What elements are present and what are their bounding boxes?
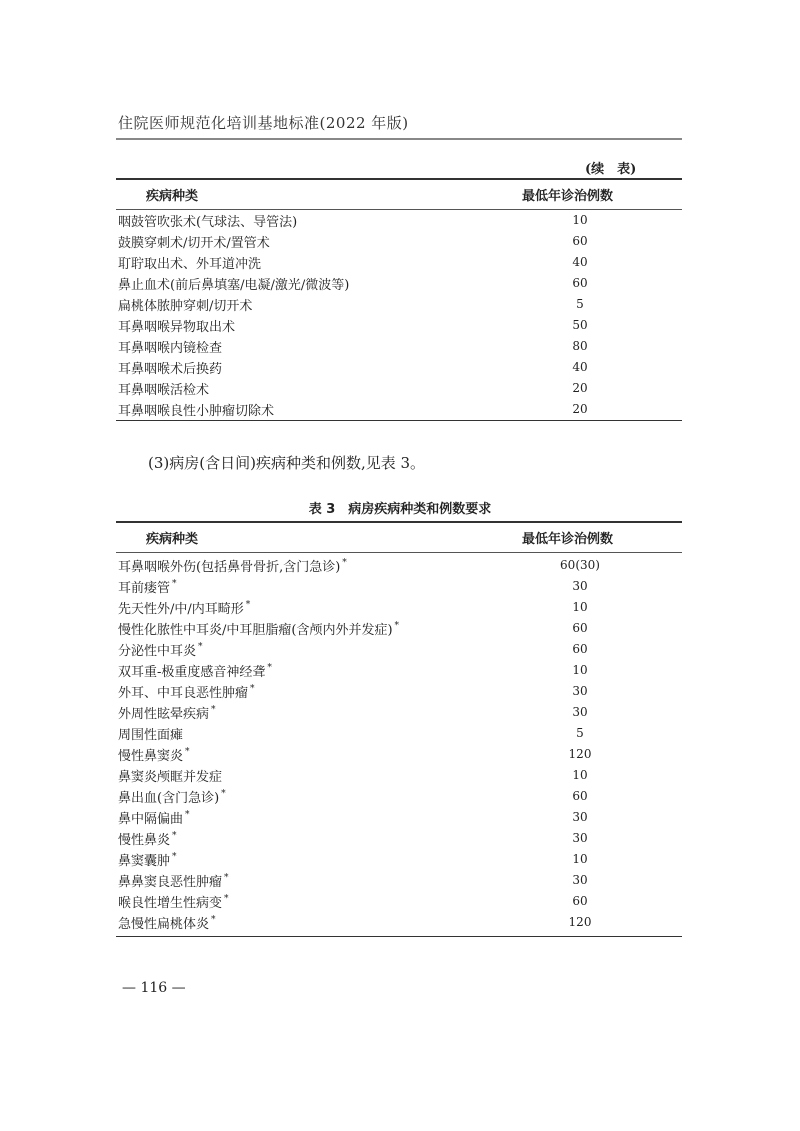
- asterisk-mark: *: [185, 810, 190, 821]
- count-cell: 10: [572, 663, 588, 677]
- count-cell: 60: [572, 642, 588, 656]
- disease-name: 耳鼻咽喉活检术: [118, 382, 210, 398]
- count-cell: 120: [568, 915, 592, 929]
- col-header-disease: 疾病种类: [146, 531, 199, 547]
- table-row: [116, 723, 682, 744]
- table-row: [116, 849, 682, 870]
- disease-cell: [116, 724, 520, 743]
- count-cell: 60: [572, 621, 588, 635]
- table-row: [116, 336, 682, 357]
- disease-cell: [116, 745, 520, 764]
- table-row: [116, 702, 682, 723]
- table-row: [116, 639, 682, 660]
- count-cell: 60(30): [560, 558, 600, 572]
- count-cell: 5: [576, 726, 584, 740]
- disease-name: 先天性外/中/内耳畸形: [118, 601, 244, 617]
- count-cell: 10: [572, 213, 588, 227]
- table-row: [116, 555, 682, 576]
- disease-name: 外耳、中耳良恶性肿瘤: [118, 685, 249, 701]
- disease-name: 耳鼻咽喉内镜检查: [118, 340, 223, 356]
- disease-cell: [116, 253, 520, 272]
- disease-cell: [116, 640, 520, 659]
- count-cell: 40: [572, 255, 588, 269]
- disease-name: 耳前瘘管: [118, 580, 171, 596]
- disease-cell: [116, 892, 520, 911]
- disease-cell: [116, 295, 520, 314]
- running-header: 住院医师规范化培训基地标准(2022 年版): [118, 114, 409, 132]
- count-cell: 40: [572, 360, 588, 374]
- disease-cell: [116, 400, 520, 419]
- table-row: [116, 891, 682, 912]
- count-cell: 30: [572, 705, 588, 719]
- table-row: [116, 912, 682, 933]
- disease-cell: [116, 337, 520, 356]
- count-cell: 120: [568, 747, 592, 761]
- body-paragraph: (3)病房(含日间)疾病种类和例数,见表 3。: [148, 454, 426, 472]
- count-cell: 30: [572, 810, 588, 824]
- asterisk-mark: *: [172, 852, 177, 863]
- count-cell: 50: [572, 318, 588, 332]
- disease-cell: [116, 379, 520, 398]
- disease-name: 慢性鼻窦炎: [118, 748, 184, 764]
- asterisk-mark: *: [224, 894, 229, 905]
- disease-name: 耳鼻咽喉外伤(包括鼻骨骨折,含门急诊): [118, 559, 341, 575]
- disease-cell: [116, 703, 520, 722]
- count-cell: 60: [572, 894, 588, 908]
- table-row: [116, 597, 682, 618]
- disease-cell: [116, 850, 520, 869]
- disease-name: 鼻窦炎颅眶并发症: [118, 769, 223, 785]
- count-cell: 60: [572, 276, 588, 290]
- count-cell: 10: [572, 768, 588, 782]
- disease-name: 扁桃体脓肿穿刺/切开术: [118, 298, 253, 314]
- table-row: [116, 357, 682, 378]
- table-row: [116, 294, 682, 315]
- table-row: [116, 273, 682, 294]
- table-bottom-rule: [116, 936, 682, 938]
- table-row: [116, 315, 682, 336]
- header-rule: [116, 138, 682, 140]
- disease-name: 鼻止血术(前后鼻填塞/电凝/激光/微波等): [118, 277, 350, 293]
- table-3: [116, 521, 682, 937]
- disease-name: 鼻鼻窦良恶性肿瘤: [118, 874, 223, 890]
- disease-cell: [116, 211, 520, 230]
- count-cell: 20: [572, 381, 588, 395]
- table-row: [116, 765, 682, 786]
- disease-cell: [116, 274, 520, 293]
- table-row: [116, 744, 682, 765]
- count-cell: 60: [572, 234, 588, 248]
- asterisk-mark: *: [198, 642, 203, 653]
- count-cell: 10: [572, 600, 588, 614]
- disease-name: 咽鼓管吹张术(气球法、导管法): [118, 214, 298, 230]
- asterisk-mark: *: [221, 789, 226, 800]
- col-header-disease: 疾病种类: [146, 188, 199, 204]
- count-cell: 30: [572, 873, 588, 887]
- disease-name: 耳鼻咽喉良性小肿瘤切除术: [118, 403, 275, 419]
- disease-cell: [116, 787, 520, 806]
- disease-name: 喉良性增生性病变: [118, 895, 223, 911]
- col-header-count: 最低年诊治例数: [522, 531, 614, 547]
- count-cell: 60: [572, 789, 588, 803]
- disease-name: 慢性化脓性中耳炎/中耳胆脂瘤(含颅内外并发症): [118, 622, 393, 638]
- asterisk-mark: *: [211, 915, 216, 926]
- table-row: [116, 252, 682, 273]
- table-caption: 表 3 病房疾病种类和例数要求: [308, 502, 492, 517]
- disease-name: 分泌性中耳炎: [118, 643, 197, 659]
- count-cell: 10: [572, 852, 588, 866]
- disease-cell: [116, 358, 520, 377]
- asterisk-mark: *: [267, 663, 272, 674]
- count-cell: 30: [572, 684, 588, 698]
- table-row: [116, 807, 682, 828]
- asterisk-mark: *: [172, 831, 177, 842]
- disease-cell: [116, 598, 520, 617]
- table-body: [116, 210, 682, 420]
- asterisk-mark: *: [211, 705, 216, 716]
- disease-name: 急慢性扁桃体炎: [118, 916, 210, 932]
- disease-name: 鼻出血(含门急诊): [118, 790, 220, 806]
- disease-name: 耵聍取出术、外耳道冲洗: [118, 256, 262, 272]
- table-row: [116, 660, 682, 681]
- disease-cell: [116, 316, 520, 335]
- table-row: [116, 378, 682, 399]
- disease-cell: [116, 556, 520, 575]
- asterisk-mark: *: [245, 600, 251, 611]
- table-row: [116, 399, 682, 420]
- count-cell: 80: [572, 339, 588, 353]
- disease-cell: [116, 766, 520, 785]
- count-cell: 30: [572, 831, 588, 845]
- disease-cell: [116, 871, 520, 890]
- disease-name: 鼓膜穿刺术/切开术/置管术: [118, 235, 270, 251]
- continued-label: (续 表): [585, 162, 637, 177]
- disease-name: 慢性鼻炎: [118, 832, 171, 848]
- disease-cell: [116, 619, 520, 638]
- asterisk-mark: *: [185, 747, 190, 758]
- asterisk-mark: *: [394, 621, 400, 632]
- disease-name: 外周性眩晕疾病: [118, 706, 210, 722]
- table-header: [116, 523, 682, 552]
- disease-cell: [116, 682, 520, 701]
- table-row: [116, 681, 682, 702]
- disease-name: 周围性面瘫: [118, 727, 184, 743]
- col-header-count: 最低年诊治例数: [522, 188, 614, 204]
- disease-name: 耳鼻咽喉异物取出术: [118, 319, 236, 335]
- disease-cell: [116, 577, 520, 596]
- disease-cell: [116, 661, 520, 680]
- asterisk-mark: *: [342, 558, 347, 569]
- asterisk-mark: *: [250, 684, 255, 695]
- disease-cell: [116, 808, 520, 827]
- disease-cell: [116, 913, 520, 932]
- table-row: [116, 231, 682, 252]
- disease-name: 双耳重-极重度感音神经聋: [118, 664, 266, 680]
- table-row: [116, 210, 682, 231]
- disease-cell: [116, 829, 520, 848]
- page-number: — 116 —: [122, 980, 186, 996]
- table-row: [116, 576, 682, 597]
- asterisk-mark: *: [172, 579, 177, 590]
- disease-name: 鼻中隔偏曲: [118, 811, 184, 827]
- asterisk-mark: *: [224, 873, 229, 884]
- disease-cell: [116, 232, 520, 251]
- table-header: [116, 180, 682, 209]
- table-continued: [116, 178, 682, 421]
- count-cell: 20: [572, 402, 588, 416]
- disease-name: 耳鼻咽喉术后换药: [118, 361, 223, 377]
- table-bottom-rule: [116, 420, 682, 422]
- table-body: [116, 553, 682, 933]
- table-row: [116, 618, 682, 639]
- table-row: [116, 786, 682, 807]
- count-cell: 5: [576, 297, 584, 311]
- table-row: [116, 828, 682, 849]
- count-cell: 30: [572, 579, 588, 593]
- disease-name: 鼻窦囊肿: [118, 853, 171, 869]
- table-row: [116, 870, 682, 891]
